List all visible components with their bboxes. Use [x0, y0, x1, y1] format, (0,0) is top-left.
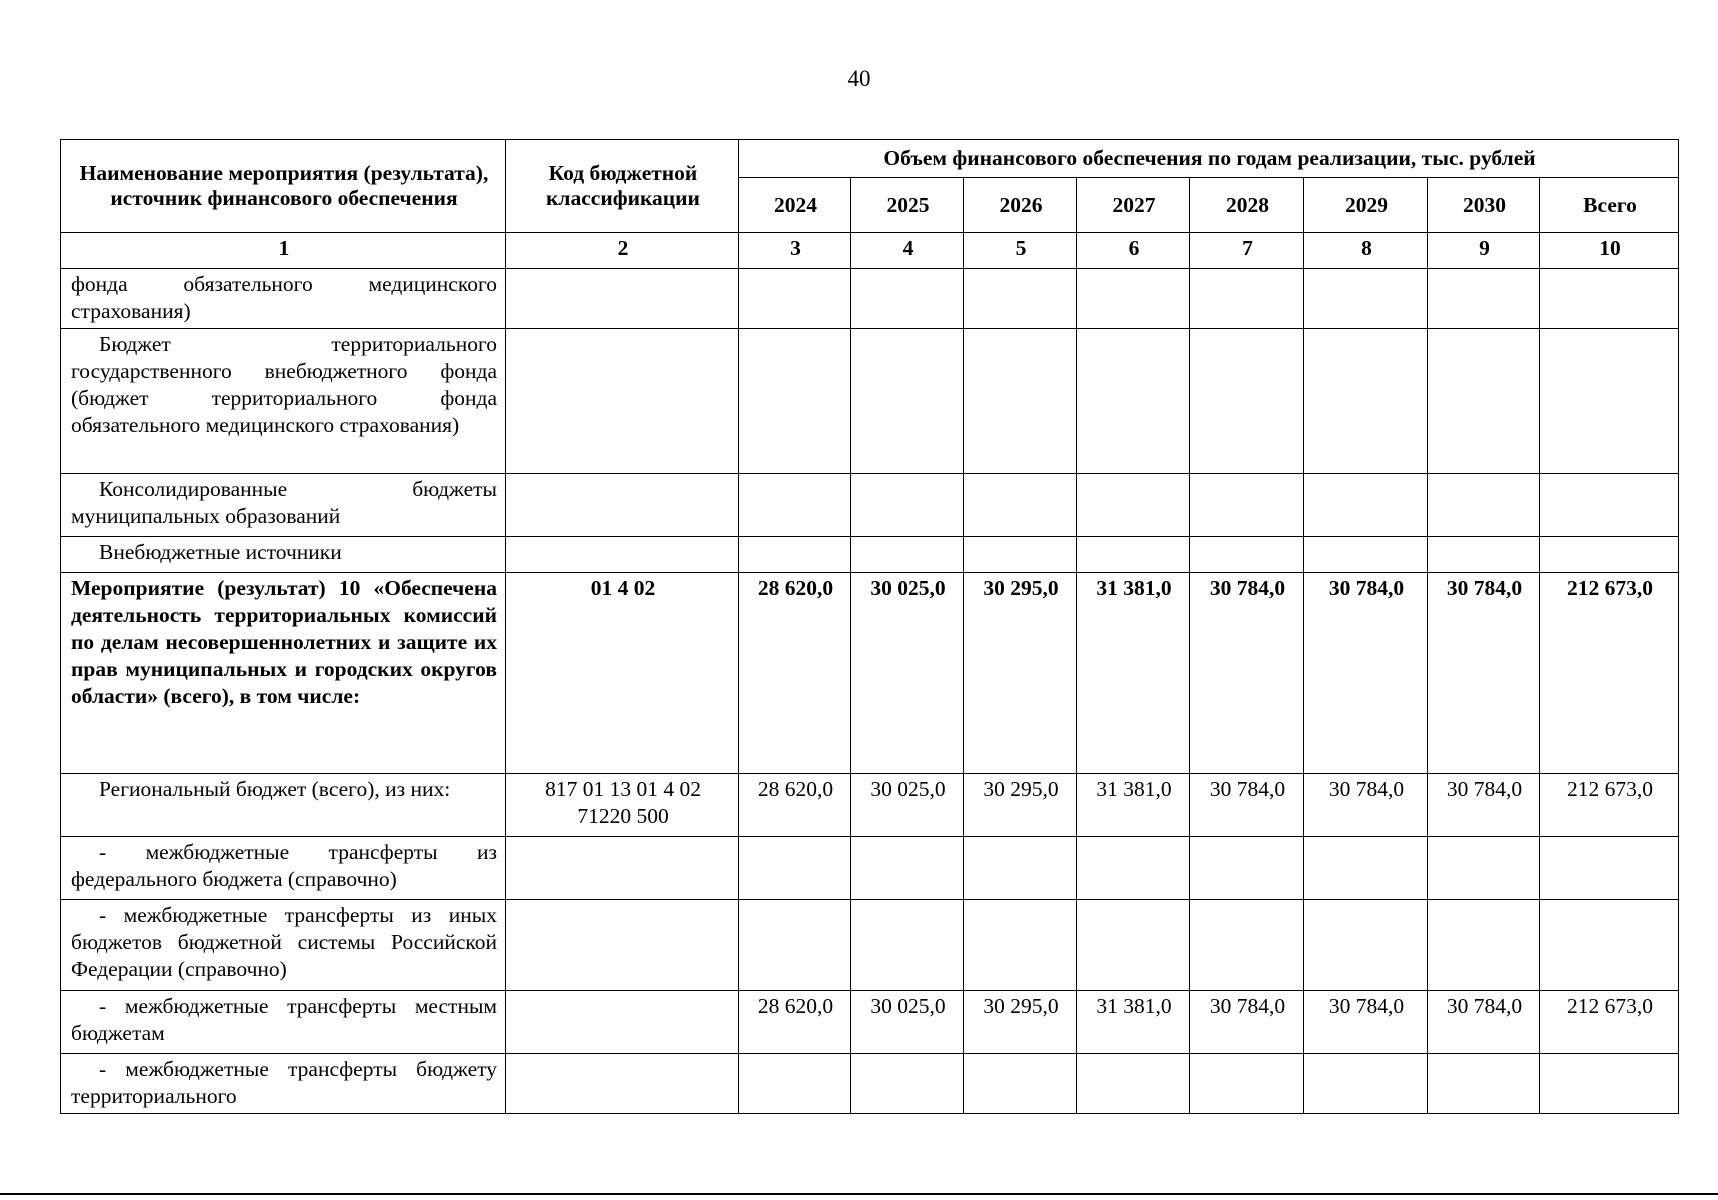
value-cell	[1304, 1054, 1428, 1114]
value-cell	[1540, 837, 1679, 900]
value-cell	[1190, 1054, 1304, 1114]
header-year: 2028	[1190, 178, 1304, 233]
value-cell	[1077, 1054, 1190, 1114]
value-cell	[1540, 900, 1679, 991]
row-name: - межбюджетные трансферты из иных бюджетов бюджетной системы Российской Федерации (справочно)	[61, 900, 506, 991]
value-cell	[1077, 537, 1190, 573]
table-row	[61, 537, 1679, 573]
financing-table	[60, 139, 1679, 1114]
table-row	[61, 774, 1679, 837]
value-cell	[739, 329, 851, 474]
value-cell	[1540, 329, 1679, 474]
value-cell: 30 784,0	[1428, 774, 1540, 837]
table-row	[61, 329, 1679, 474]
value-cell	[964, 1054, 1077, 1114]
value-cell	[851, 474, 964, 537]
value-cell: 30 784,0	[1190, 774, 1304, 837]
page-number: 40	[847, 66, 871, 91]
value-cell	[739, 537, 851, 573]
value-cell	[1304, 537, 1428, 573]
header-year: 2026	[964, 178, 1077, 233]
row-code	[506, 991, 739, 1054]
value-cell	[964, 537, 1077, 573]
column-number: 10	[1540, 233, 1679, 269]
table-row	[61, 900, 1679, 991]
column-number: 8	[1304, 233, 1428, 269]
row-code	[506, 474, 739, 537]
value-cell	[1190, 900, 1304, 991]
value-cell	[1540, 537, 1679, 573]
column-number: 6	[1077, 233, 1190, 269]
row-code	[506, 1054, 739, 1114]
value-cell: 28 620,0	[739, 991, 851, 1054]
table-row	[61, 269, 1679, 329]
row-code	[506, 837, 739, 900]
value-cell	[1077, 900, 1190, 991]
value-cell	[1190, 474, 1304, 537]
value-cell	[1077, 837, 1190, 900]
value-cell	[964, 329, 1077, 474]
value-cell	[1428, 900, 1540, 991]
value-cell: 30 784,0	[1428, 573, 1540, 774]
value-cell	[1077, 269, 1190, 329]
value-cell	[1077, 474, 1190, 537]
table-row	[61, 837, 1679, 900]
value-cell: 30 784,0	[1304, 991, 1428, 1054]
value-cell: 30 784,0	[1190, 991, 1304, 1054]
column-number: 5	[964, 233, 1077, 269]
value-cell	[1428, 329, 1540, 474]
header-year: 2027	[1077, 178, 1190, 233]
value-cell: 30 295,0	[964, 991, 1077, 1054]
table-row	[61, 474, 1679, 537]
row-name: Региональный бюджет (всего), из них:	[61, 774, 506, 837]
value-cell	[1428, 474, 1540, 537]
value-cell: 212 673,0	[1540, 573, 1679, 774]
header-year: 2029	[1304, 178, 1428, 233]
header-total: Всего	[1540, 178, 1679, 233]
row-name: - межбюджетные трансферты из федерального бюджета (справочно)	[61, 837, 506, 900]
row-name: Мероприятие (результат) 10 «Обеспечена деятельность территориальных комиссий по делам несовершеннолетних и защите их прав муниципальных и городских округов области» (всего), в том числе:	[61, 573, 506, 774]
value-cell	[851, 1054, 964, 1114]
value-cell	[851, 269, 964, 329]
value-cell	[1304, 329, 1428, 474]
table-row	[61, 1054, 1679, 1114]
header-year: 2030	[1428, 178, 1540, 233]
value-cell	[1190, 269, 1304, 329]
value-cell	[1428, 1054, 1540, 1114]
value-cell: 30 025,0	[851, 573, 964, 774]
row-name: Консолидированные бюджеты муниципальных образований	[61, 474, 506, 537]
value-cell: 30 025,0	[851, 991, 964, 1054]
row-code: 817 01 13 01 4 02 71220 500	[506, 774, 739, 837]
value-cell	[739, 474, 851, 537]
value-cell: 28 620,0	[739, 573, 851, 774]
value-cell	[1304, 837, 1428, 900]
value-cell	[1428, 837, 1540, 900]
value-cell	[1540, 269, 1679, 329]
value-cell	[964, 837, 1077, 900]
value-cell: 30 784,0	[1428, 991, 1540, 1054]
value-cell: 30 784,0	[1304, 573, 1428, 774]
header-name-column: Наименование мероприятия (результата), источник финансового обеспечения	[61, 140, 506, 233]
value-cell	[739, 900, 851, 991]
row-code	[506, 537, 739, 573]
value-cell	[739, 837, 851, 900]
value-cell	[1428, 269, 1540, 329]
value-cell	[1304, 900, 1428, 991]
value-cell	[851, 837, 964, 900]
value-cell	[1428, 537, 1540, 573]
row-name: - межбюджетные трансферты бюджету территориального	[61, 1054, 506, 1114]
column-number: 3	[739, 233, 851, 269]
value-cell	[964, 900, 1077, 991]
row-name: Внебюджетные источники	[61, 537, 506, 573]
value-cell	[1304, 269, 1428, 329]
value-cell: 31 381,0	[1077, 573, 1190, 774]
value-cell: 30 295,0	[964, 774, 1077, 837]
value-cell	[1190, 329, 1304, 474]
column-number: 4	[851, 233, 964, 269]
value-cell	[851, 329, 964, 474]
table-row	[61, 991, 1679, 1054]
row-code: 01 4 02	[506, 573, 739, 774]
value-cell	[739, 1054, 851, 1114]
value-cell: 30 784,0	[1190, 573, 1304, 774]
row-name: фонда обязательного медицинского страхования)	[61, 269, 506, 329]
table-row	[61, 573, 1679, 774]
value-cell: 30 784,0	[1304, 774, 1428, 837]
value-cell	[964, 269, 1077, 329]
column-number: 1	[61, 233, 506, 269]
value-cell	[851, 537, 964, 573]
value-cell	[851, 900, 964, 991]
value-cell	[1540, 1054, 1679, 1114]
row-code	[506, 269, 739, 329]
value-cell: 28 620,0	[739, 774, 851, 837]
value-cell: 212 673,0	[1540, 774, 1679, 837]
value-cell: 31 381,0	[1077, 991, 1190, 1054]
column-number: 2	[506, 233, 739, 269]
value-cell	[1190, 837, 1304, 900]
row-code	[506, 900, 739, 991]
value-cell: 31 381,0	[1077, 774, 1190, 837]
value-cell: 212 673,0	[1540, 991, 1679, 1054]
row-name: Бюджет территориального государственного внебюджетного фонда (бюджет территориального фонда обязательного медицинского страхования)	[61, 329, 506, 474]
value-cell: 30 295,0	[964, 573, 1077, 774]
row-name: - межбюджетные трансферты местным бюджетам	[61, 991, 506, 1054]
row-code	[506, 329, 739, 474]
header-volume-column: Объем финансового обеспечения по годам реализации, тыс. рублей	[739, 140, 1679, 178]
value-cell	[1190, 537, 1304, 573]
value-cell: 30 025,0	[851, 774, 964, 837]
value-cell	[1540, 474, 1679, 537]
value-cell	[964, 474, 1077, 537]
value-cell	[1304, 474, 1428, 537]
header-year: 2024	[739, 178, 851, 233]
column-number: 7	[1190, 233, 1304, 269]
column-number: 9	[1428, 233, 1540, 269]
header-year: 2025	[851, 178, 964, 233]
page-bottom-edge	[0, 1193, 1718, 1195]
value-cell	[1077, 329, 1190, 474]
value-cell	[739, 269, 851, 329]
header-code-column: Код бюджетной классификации	[506, 140, 739, 233]
